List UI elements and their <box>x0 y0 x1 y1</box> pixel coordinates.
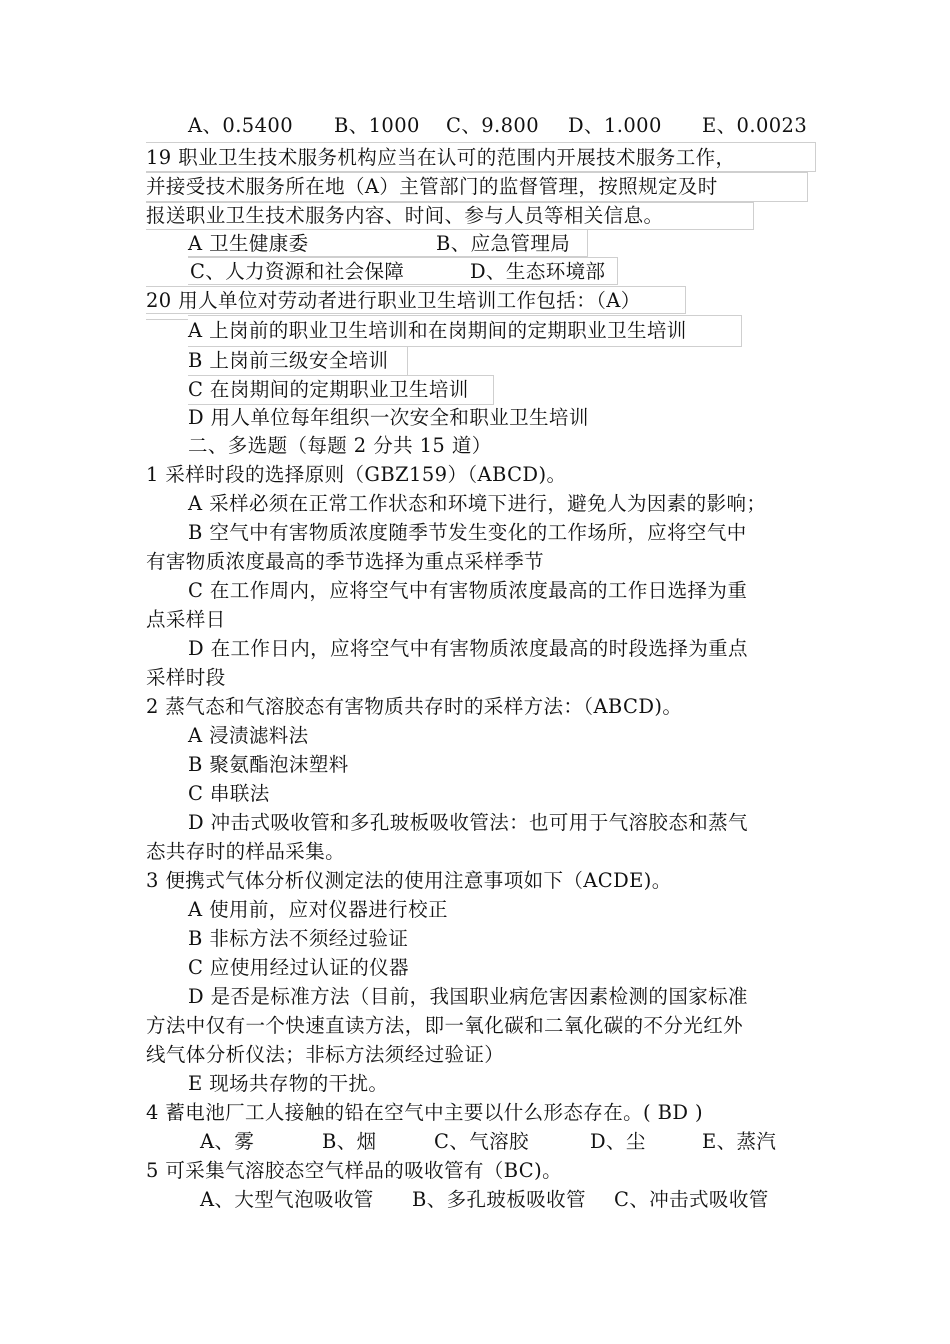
m4-option-a: A、雾 <box>200 1130 255 1153</box>
m5-option-b: B、多孔玻板吸收管 <box>412 1188 586 1211</box>
m1-option-c-line-1: C 在工作周内，应将空气中有害物质浓度最高的工作日选择为重 <box>188 579 748 602</box>
q19-option-b: B、应急管理局 <box>436 232 571 255</box>
section-heading-multiple-choice: 二、多选题（每题 2 分共 15 道） <box>188 434 492 457</box>
m3-option-d-line-3: 线气体分析仪法；非标方法须经过验证） <box>146 1043 505 1066</box>
q20-option-indent-mark <box>146 319 188 320</box>
m1-question: 1 采样时段的选择原则（GBZ159）（ABCD)。 <box>146 463 567 486</box>
q18-option-b: B、1000 <box>334 114 420 137</box>
m5-question: 5 可采集气溶胶态空气样品的吸收管有（BC)。 <box>146 1159 563 1182</box>
m4-option-e: E、蒸汽 <box>702 1130 777 1153</box>
q19-question-line-3: 报送职业卫生技术服务内容、时间、参与人员等相关信息。 <box>146 204 664 227</box>
m1-option-d-line-1: D 在工作日内，应将空气中有害物质浓度最高的时段选择为重点 <box>188 637 748 660</box>
m1-option-c-line-2: 点采样日 <box>146 608 226 631</box>
m2-option-b: B 聚氨酯泡沫塑料 <box>188 753 349 776</box>
m3-question: 3 便携式气体分析仪测定法的使用注意事项如下（ACDE)。 <box>146 869 672 892</box>
q20-question: 20 用人单位对劳动者进行职业卫生培训工作包括：（A） <box>146 289 641 312</box>
q19-option-c: C、人力资源和社会保障 <box>190 260 405 283</box>
m2-question: 2 蒸气态和气溶胶态有害物质共存时的采样方法：（ABCD)。 <box>146 695 683 718</box>
m2-option-a: A 浸渍滤料法 <box>188 724 309 747</box>
q18-option-c: C、9.800 <box>446 114 540 137</box>
m1-option-a: A 采样必须在正常工作状态和环境下进行，避免人为因素的影响； <box>188 492 767 515</box>
m4-question: 4 蓄电池厂工人接触的铅在空气中主要以什么形态存在。( BD ) <box>146 1101 703 1124</box>
q20-option-c: C 在岗期间的定期职业卫生培训 <box>188 378 469 401</box>
m2-option-d-line-1: D 冲击式吸收管和多孔玻板吸收管法：也可用于气溶胶态和蒸气 <box>188 811 748 834</box>
q18-option-d: D、1.000 <box>568 114 662 137</box>
q20-option-b: B 上岗前三级安全培训 <box>188 349 389 372</box>
q19-option-d: D、生态环境部 <box>470 260 606 283</box>
m5-option-a: A、大型气泡吸收管 <box>200 1188 374 1211</box>
m2-option-d-line-2: 态共存时的样品采集。 <box>146 840 346 863</box>
q20-option-d: D 用人单位每年组织一次安全和职业卫生培训 <box>188 406 589 429</box>
m3-option-b: B 非标方法不须经过验证 <box>188 927 409 950</box>
q18-option-a: A、0.5400 <box>188 114 294 137</box>
m3-option-d-line-1: D 是否是标准方法（目前，我国职业病危害因素检测的国家标准 <box>188 985 748 1008</box>
m3-option-e: E 现场共存物的干扰。 <box>188 1072 389 1095</box>
m5-option-c: C、冲击式吸收管 <box>614 1188 769 1211</box>
m1-option-b-line-1: B 空气中有害物质浓度随季节发生变化的工作场所，应将空气中 <box>188 521 747 544</box>
q19-question-line-2: 并接受技术服务所在地（A）主管部门的监督管理，按照规定及时 <box>146 175 718 198</box>
q18-option-e: E、0.0023 <box>702 114 808 137</box>
m4-option-c: C、气溶胶 <box>434 1130 529 1153</box>
m3-option-c: C 应使用经过认证的仪器 <box>188 956 409 979</box>
m2-option-c: C 串联法 <box>188 782 270 805</box>
m1-option-b-line-2: 有害物质浓度最高的季节选择为重点采样季节 <box>146 550 545 573</box>
m4-option-d: D、尘 <box>590 1130 646 1153</box>
m3-option-a: A 使用前，应对仪器进行校正 <box>188 898 448 921</box>
q19-question-line-1: 19 职业卫生技术服务机构应当在认可的范围内开展技术服务工作， <box>146 146 736 169</box>
q20-option-a: A 上岗前的职业卫生培训和在岗期间的定期职业卫生培训 <box>188 319 687 342</box>
m1-option-d-line-2: 采样时段 <box>146 666 226 689</box>
m4-option-b: B、烟 <box>322 1130 377 1153</box>
m3-option-d-line-2: 方法中仅有一个快速直读方法，即一氧化碳和二氧化碳的不分光红外 <box>146 1014 744 1037</box>
q19-option-a: A 卫生健康委 <box>188 232 309 255</box>
